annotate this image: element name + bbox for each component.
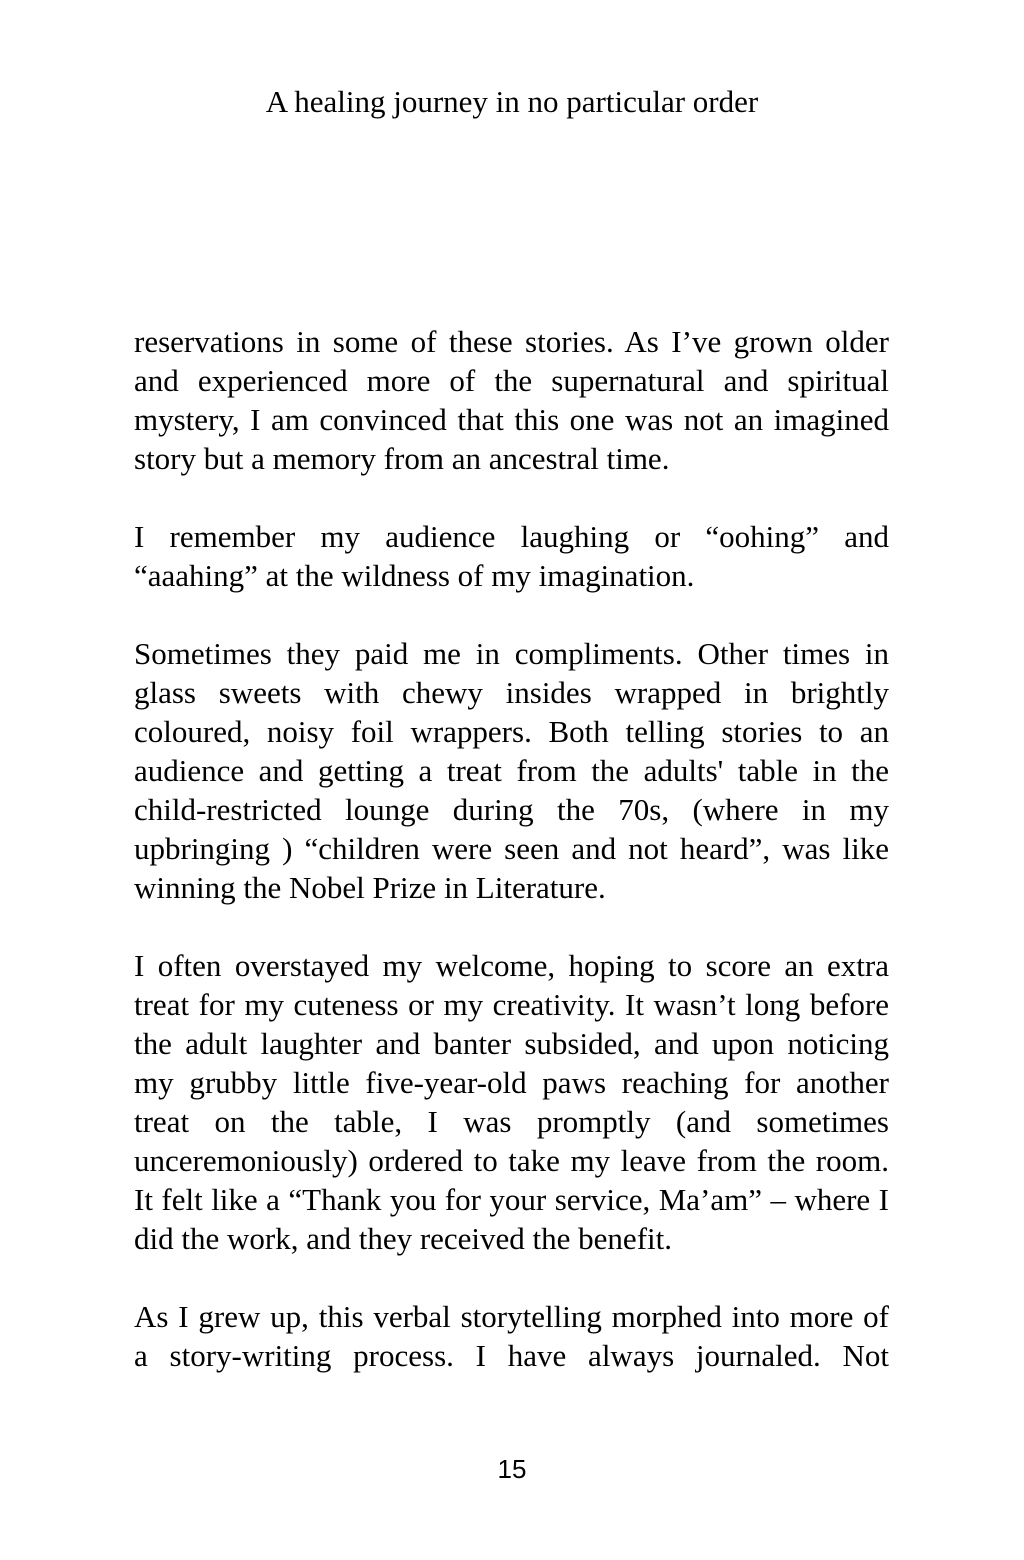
paragraph-2: I remember my audience laughing or “oohing” and “aaahing” at the wildness of my imagination. [134, 519, 889, 593]
paragraph-4: I often overstayed my welcome, hoping to score an extra treat for my cuteness or my creativity. It wasn’t long before the adult laughter and banter subsided, and upon noticing my grubby little five-year-old paws reaching for another treat on the table, I was promptly (and sometimes unceremoniously) ordered to take my leave from the room. It felt like a “Thank you for your service, Ma’am” – where I did the work, and they received the benefit. [134, 948, 889, 1256]
body-text [134, 322, 889, 1375]
paragraph-3: Sometimes they paid me in compliments. Other times in glass sweets with chewy insides wrapped in brightly coloured, noisy foil wrappers. Both telling stories to an audience and getting a treat from the adults' table in the child-restricted lounge during the 70s, (where in my upbringing ) “children were seen and not heard”, was like winning the Nobel Prize in Literature. [134, 636, 889, 905]
paragraph-5: As I grew up, this verbal storytelling morphed into more of a story-writing process. I have always journaled. Not [134, 1299, 889, 1373]
page-number: 15 [497, 1454, 527, 1484]
paragraph-1: reservations in some of these stories. As I’ve grown older and experienced more of the supernatural and spiritual mystery, I am convinced that this one was not an imagined story but a memory from an ancestral time. [134, 324, 889, 476]
running-header-title: A healing journey in no particular order [265, 84, 759, 119]
